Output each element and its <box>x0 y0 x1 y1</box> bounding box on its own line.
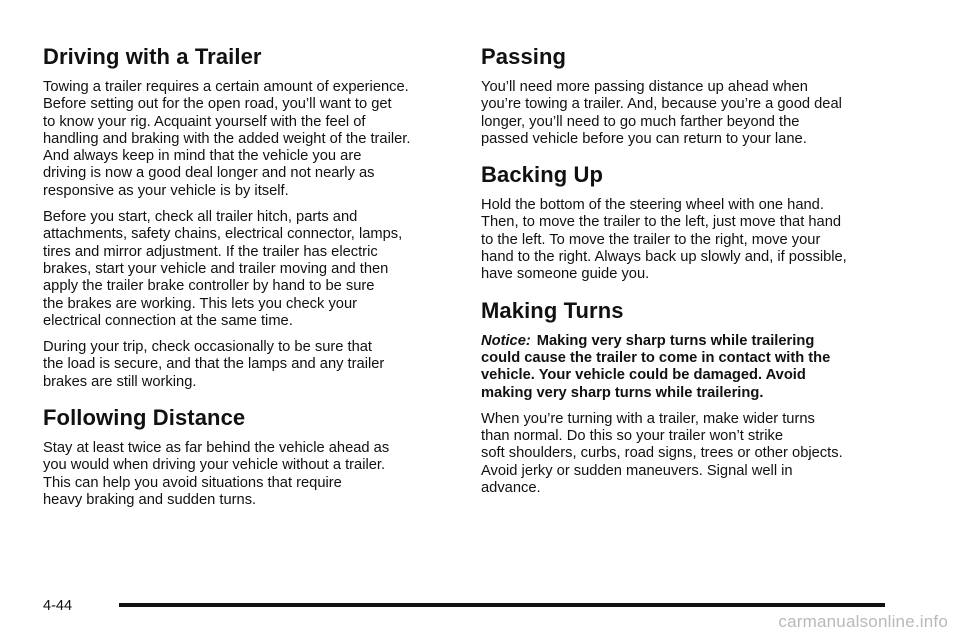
heading-following-distance: Following Distance <box>43 405 246 431</box>
heading-passing: Passing <box>481 44 567 69</box>
paragraph-backing-up: Hold the bottom of the steering wheel with one hand. Then, to move the trailer to the left, just move that hand to the left. To move the trailer to the right, move your hand to the right. Always back up slowly and, if possible, have someone guide you. <box>481 197 847 283</box>
page-number: 4-44 <box>43 598 73 614</box>
watermark: carmanualsonline.info <box>778 612 948 631</box>
paragraph-before-you-start: Before you start, check all trailer hitch, parts and attachments, safety chains, electrical connector, lamps, tires and mirror adjustment. If the trailer has electric brakes, start your vehicle and trailer moving and then apply the trailer brake controller by hand to be sure the brakes are working. This lets you check your electrical connection at the same time. <box>43 209 403 329</box>
footer-rule <box>119 603 885 607</box>
notice-text: Making very sharp turns while trailering could cause the trailer to come in contact with the vehicle. Your vehicle could be damaged. Avoid making very sharp turns while trailering. <box>481 332 831 401</box>
paragraph-towing-experience: Towing a trailer requires a certain amount of experience. Before setting out for the open road, you’ll want to get to know your rig. Acquaint yourself with the feel of handling and braking with the added weight of the trailer. And always keep in mind that the vehicle you are driving is now a good deal longer and not nearly as responsive as your vehicle is by itself. <box>43 79 411 199</box>
paragraph-making-turns: When you’re turning with a trailer, make wider turns than normal. Do this so your trailer won’t strike soft shoulders, curbs, road signs, trees or other objects. Avoid jerky or sudden maneuvers. Signal well in advance. <box>481 410 843 497</box>
right-column <box>481 44 891 506</box>
notice-block <box>481 333 891 402</box>
notice-label: Notice: <box>481 332 531 349</box>
paragraph-during-your-trip: During your trip, check occasionally to be sure that the load is secure, and that the lamps and any trailer brakes are still working. <box>43 339 385 390</box>
heading-making-turns: Making Turns <box>481 297 624 323</box>
left-column <box>43 44 453 518</box>
paragraph-passing: You’ll need more passing distance up ahead when you’re towing a trailer. And, because you’re a good deal longer, you’ll need to go much farther beyond the passed vehicle before you can return to your lane. <box>481 79 842 147</box>
heading-driving-with-a-trailer: Driving with a Trailer <box>43 44 262 69</box>
paragraph-following-distance: Stay at least twice as far behind the vehicle ahead as you would when driving your vehicle without a trailer. This can help you avoid situations that require heavy braking and sudden turns. <box>43 440 390 508</box>
heading-backing-up: Backing Up <box>481 162 604 188</box>
